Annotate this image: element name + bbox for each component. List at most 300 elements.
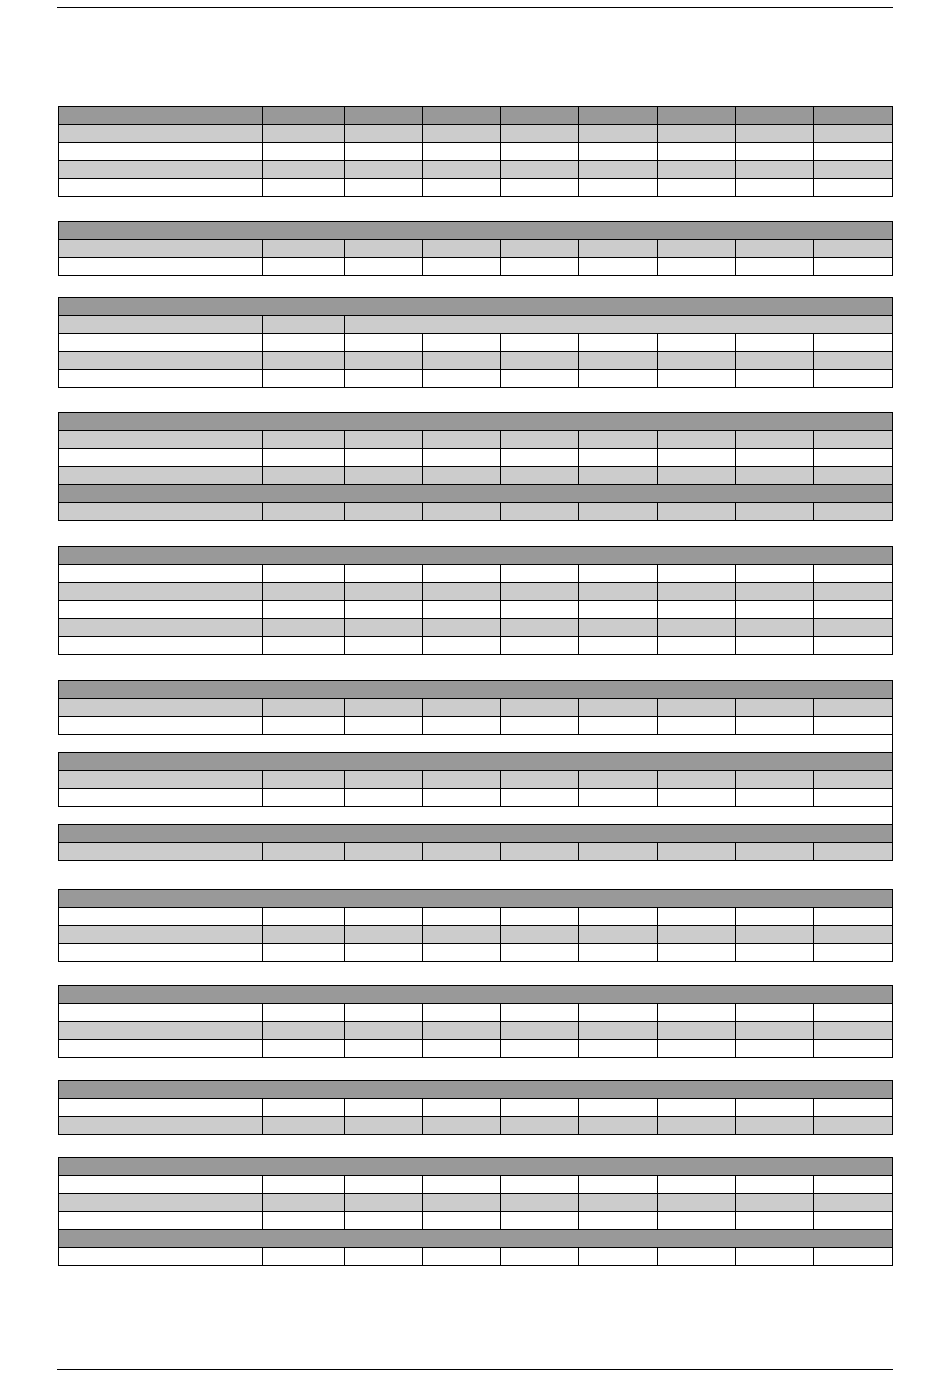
table-row: [59, 431, 893, 449]
table-cell: [736, 143, 814, 161]
table-cell: [736, 1176, 814, 1194]
table-cell: [59, 1099, 263, 1117]
table-row: [59, 807, 893, 825]
table-cell: [345, 352, 423, 370]
table-cell: [423, 1212, 501, 1230]
table-cell: [59, 1117, 263, 1135]
table-cell: [263, 1099, 345, 1117]
table-cell: [579, 1099, 658, 1117]
table-cell: [814, 637, 893, 655]
table-cell: [579, 1040, 658, 1058]
table-cell: [423, 601, 501, 619]
table-cell: [814, 565, 893, 583]
table-cell: [736, 771, 814, 789]
section-header-row: [59, 890, 893, 908]
table-cell: [814, 179, 893, 197]
table-cell: [814, 161, 893, 179]
table-cell: [345, 1099, 423, 1117]
table-cell: [736, 908, 814, 926]
table-cell: [579, 944, 658, 962]
table-cell: [501, 619, 579, 637]
table-cell: [59, 843, 263, 861]
table-cell: [501, 1022, 579, 1040]
table-cell: [263, 316, 345, 334]
table-cell: [59, 547, 893, 565]
table-cell: [345, 1117, 423, 1135]
table-cell: [658, 619, 736, 637]
table-cell: [579, 143, 658, 161]
table-cell: [59, 1158, 893, 1176]
table-cell: [814, 370, 893, 388]
table-cell: [814, 771, 893, 789]
table-cell: [658, 240, 736, 258]
table-cell: [263, 125, 345, 143]
table-cell: [579, 843, 658, 861]
table-cell: [658, 699, 736, 717]
table-row: [59, 240, 893, 258]
table-cell: [263, 1194, 345, 1212]
table-cell: [263, 1176, 345, 1194]
table-cell: [59, 1040, 263, 1058]
table-cell: [736, 843, 814, 861]
table-cell: [658, 843, 736, 861]
table-cell: [658, 449, 736, 467]
table-cell: [658, 143, 736, 161]
table-cell: [423, 143, 501, 161]
table-cell: [658, 789, 736, 807]
table-cell: [814, 1212, 893, 1230]
table-cell: [59, 1081, 893, 1099]
table-cell: [59, 699, 263, 717]
table-cell: [736, 1248, 814, 1266]
table-cell: [345, 565, 423, 583]
table-cell: [814, 449, 893, 467]
table-cell: [501, 107, 579, 125]
table-cell: [263, 1248, 345, 1266]
table-cell: [345, 789, 423, 807]
table-cell: [736, 1022, 814, 1040]
table-cell: [736, 334, 814, 352]
table-cell: [501, 240, 579, 258]
data-table: [58, 221, 893, 276]
table-cell: [59, 258, 263, 276]
table-row: [59, 583, 893, 601]
table-cell: [423, 258, 501, 276]
table-cell: [345, 601, 423, 619]
table-cell: [345, 944, 423, 962]
table-cell: [814, 601, 893, 619]
table-cell: [423, 179, 501, 197]
table-cell: [345, 467, 423, 485]
table-row: [59, 179, 893, 197]
table-cell: [345, 637, 423, 655]
table-cell: [736, 699, 814, 717]
section-header-row: [59, 298, 893, 316]
table-cell: [736, 565, 814, 583]
table-cell: [263, 619, 345, 637]
table-cell: [814, 258, 893, 276]
table-cell: [345, 240, 423, 258]
table-row: [59, 565, 893, 583]
table-cell: [263, 1022, 345, 1040]
section-header-row: [59, 413, 893, 431]
table-cell: [423, 1022, 501, 1040]
table-cell: [59, 1212, 263, 1230]
table-cell: [579, 908, 658, 926]
table-row: [59, 637, 893, 655]
table-cell: [736, 179, 814, 197]
table-cell: [59, 316, 263, 334]
table-cell: [59, 503, 263, 521]
table-cell: [814, 125, 893, 143]
table-cell: [59, 926, 263, 944]
table-cell: [501, 699, 579, 717]
table-cell: [501, 601, 579, 619]
table-cell: [579, 1004, 658, 1022]
table-cell: [814, 1194, 893, 1212]
table-cell: [736, 431, 814, 449]
table-cell: [263, 161, 345, 179]
table-cell: [579, 565, 658, 583]
table-cell: [579, 637, 658, 655]
table-cell: [59, 431, 263, 449]
table-cell: [423, 107, 501, 125]
table-cell: [736, 944, 814, 962]
table-cell: [814, 843, 893, 861]
table-cell: [345, 161, 423, 179]
table-cell: [579, 789, 658, 807]
table-cell: [59, 986, 893, 1004]
table-cell: [658, 1099, 736, 1117]
table-cell: [658, 467, 736, 485]
table-cell: [579, 107, 658, 125]
section-header-row: [59, 753, 893, 771]
table-cell: [263, 1040, 345, 1058]
table-cell: [263, 467, 345, 485]
data-table: [58, 985, 893, 1058]
table-cell: [263, 143, 345, 161]
table-row: [59, 316, 893, 334]
table-cell: [736, 601, 814, 619]
table-cell: [736, 717, 814, 735]
table-cell: [59, 1194, 263, 1212]
table-cell: [59, 565, 263, 583]
table-cell: [59, 807, 893, 825]
table-row: [59, 789, 893, 807]
table-cell: [263, 637, 345, 655]
table-cell: [736, 1040, 814, 1058]
table-cell: [59, 143, 263, 161]
table-cell: [59, 637, 263, 655]
table-row: [59, 1248, 893, 1266]
table-cell: [263, 583, 345, 601]
table-cell: [658, 583, 736, 601]
table-cell: [501, 503, 579, 521]
table-row: [59, 143, 893, 161]
table-cell: [501, 161, 579, 179]
table-cell: [658, 107, 736, 125]
table-cell: [736, 370, 814, 388]
section-header-row: [59, 222, 893, 240]
table-cell: [59, 789, 263, 807]
table-cell: [736, 352, 814, 370]
table-cell: [579, 717, 658, 735]
table-cell: [658, 370, 736, 388]
table-cell: [579, 125, 658, 143]
table-row: [59, 699, 893, 717]
table-cell: [345, 143, 423, 161]
table-cell: [345, 1176, 423, 1194]
table-cell: [579, 334, 658, 352]
table-cell: [501, 717, 579, 735]
table-cell: [579, 431, 658, 449]
table-cell: [658, 352, 736, 370]
table-cell: [345, 449, 423, 467]
table-cell: [814, 143, 893, 161]
section-header-row: [59, 107, 893, 125]
table-cell: [658, 179, 736, 197]
table-cell: [345, 1212, 423, 1230]
table-cell: [579, 1194, 658, 1212]
section-header-row: [59, 1230, 893, 1248]
table-cell: [658, 1176, 736, 1194]
table-row: [59, 908, 893, 926]
table-cell: [579, 619, 658, 637]
table-cell: [59, 890, 893, 908]
table-cell: [263, 565, 345, 583]
table-row: [59, 1117, 893, 1135]
table-cell: [345, 125, 423, 143]
table-cell: [579, 699, 658, 717]
table-cell: [736, 637, 814, 655]
table-cell: [501, 789, 579, 807]
table-cell: [736, 240, 814, 258]
table-row: [59, 1022, 893, 1040]
table-cell: [736, 583, 814, 601]
table-cell: [423, 449, 501, 467]
table-cell: [59, 753, 893, 771]
table-cell: [658, 944, 736, 962]
table-cell: [423, 789, 501, 807]
table-cell: [59, 485, 893, 503]
table-cell: [501, 637, 579, 655]
table-cell: [423, 1117, 501, 1135]
table-cell: [423, 431, 501, 449]
table-cell: [59, 771, 263, 789]
table-cell: [423, 771, 501, 789]
table-cell: [263, 107, 345, 125]
table-cell: [263, 771, 345, 789]
table-cell: [345, 258, 423, 276]
table-cell: [658, 1117, 736, 1135]
table-cell: [501, 1212, 579, 1230]
table-cell: [736, 503, 814, 521]
footer-rule: [57, 1369, 893, 1370]
table-cell: [59, 717, 263, 735]
table-row: [59, 1004, 893, 1022]
table-cell: [736, 125, 814, 143]
table-cell: [345, 583, 423, 601]
table-cell: [263, 334, 345, 352]
table-cell: [423, 1040, 501, 1058]
table-cell: [501, 431, 579, 449]
table-cell: [501, 370, 579, 388]
table-cell: [501, 843, 579, 861]
table-cell: [736, 1117, 814, 1135]
table-cell: [345, 1040, 423, 1058]
table-cell: [736, 1004, 814, 1022]
table-cell: [345, 908, 423, 926]
table-row: [59, 258, 893, 276]
table-cell: [814, 789, 893, 807]
table-cell: [59, 1176, 263, 1194]
table-cell: [579, 467, 658, 485]
table-cell: [59, 352, 263, 370]
table-row: [59, 771, 893, 789]
table-row: [59, 926, 893, 944]
table-row: [59, 352, 893, 370]
table-cell: [814, 1040, 893, 1058]
table-cell: [736, 449, 814, 467]
table-cell: [423, 1004, 501, 1022]
table-cell: [59, 908, 263, 926]
table-row: [59, 944, 893, 962]
table-cell: [423, 240, 501, 258]
table-cell: [501, 467, 579, 485]
table-cell: [736, 467, 814, 485]
table-cell: [814, 619, 893, 637]
table-cell: [501, 1117, 579, 1135]
table-cell: [263, 717, 345, 735]
table-cell: [658, 771, 736, 789]
table-cell: [263, 1004, 345, 1022]
table-cell: [59, 1004, 263, 1022]
table-cell: [814, 503, 893, 521]
table-cell: [423, 944, 501, 962]
section-header-row: [59, 681, 893, 699]
table-cell: [579, 583, 658, 601]
table-cell: [263, 789, 345, 807]
table-cell: [736, 107, 814, 125]
data-table: [58, 106, 893, 197]
table-cell: [501, 258, 579, 276]
table-cell: [423, 1099, 501, 1117]
table-cell: [423, 334, 501, 352]
data-table: [58, 297, 893, 388]
table-cell: [423, 467, 501, 485]
table-row: [59, 601, 893, 619]
table-row: [59, 843, 893, 861]
table-cell: [579, 370, 658, 388]
table-row: [59, 449, 893, 467]
table-row: [59, 467, 893, 485]
table-cell: [59, 1230, 893, 1248]
table-cell: [345, 926, 423, 944]
table-cell: [423, 1194, 501, 1212]
table-cell: [814, 1022, 893, 1040]
table-cell: [263, 944, 345, 962]
data-table: [58, 1157, 893, 1266]
table-cell: [345, 107, 423, 125]
table-cell: [658, 431, 736, 449]
table-row: [59, 735, 893, 753]
table-cell: [658, 258, 736, 276]
table-cell: [423, 583, 501, 601]
table-cell: [59, 681, 893, 699]
table-cell: [658, 1212, 736, 1230]
table-cell: [263, 1117, 345, 1135]
table-cell: [59, 467, 263, 485]
table-cell: [423, 125, 501, 143]
table-cell: [345, 1194, 423, 1212]
table-row: [59, 1212, 893, 1230]
table-cell: [501, 334, 579, 352]
table-cell: [423, 370, 501, 388]
section-header-row: [59, 485, 893, 503]
table-cell: [736, 619, 814, 637]
table-cell: [658, 926, 736, 944]
table-cell: [423, 565, 501, 583]
table-cell: [579, 601, 658, 619]
table-cell: [658, 908, 736, 926]
table-row: [59, 161, 893, 179]
table-cell: [658, 637, 736, 655]
table-cell: [736, 1194, 814, 1212]
table-cell: [345, 771, 423, 789]
table-cell: [579, 449, 658, 467]
table-cell: [658, 601, 736, 619]
table-cell: [814, 583, 893, 601]
table-cell: [501, 583, 579, 601]
table-cell: [423, 908, 501, 926]
table-cell: [59, 601, 263, 619]
table-cell: [501, 1004, 579, 1022]
table-cell: [345, 370, 423, 388]
table-cell: [814, 1099, 893, 1117]
table-cell: [423, 1248, 501, 1266]
table-cell: [501, 179, 579, 197]
table-row: [59, 370, 893, 388]
table-cell: [59, 222, 893, 240]
table-row: [59, 1194, 893, 1212]
table-cell: [579, 161, 658, 179]
table-cell: [501, 143, 579, 161]
table-cell: [658, 717, 736, 735]
table-cell: [59, 161, 263, 179]
table-cell: [263, 370, 345, 388]
table-cell: [423, 637, 501, 655]
table-cell: [579, 179, 658, 197]
table-cell: [814, 107, 893, 125]
table-cell: [59, 334, 263, 352]
table-cell: [59, 944, 263, 962]
table-cell: [501, 926, 579, 944]
table-cell: [263, 179, 345, 197]
table-cell: [501, 1248, 579, 1266]
table-cell: [263, 258, 345, 276]
table-cell: [345, 179, 423, 197]
table-cell: [423, 161, 501, 179]
table-cell: [501, 449, 579, 467]
table-cell: [658, 1194, 736, 1212]
table-cell: [423, 843, 501, 861]
table-cell: [579, 1212, 658, 1230]
table-row: [59, 334, 893, 352]
table-cell: [263, 431, 345, 449]
table-cell: [263, 843, 345, 861]
table-cell: [814, 352, 893, 370]
table-cell: [501, 908, 579, 926]
